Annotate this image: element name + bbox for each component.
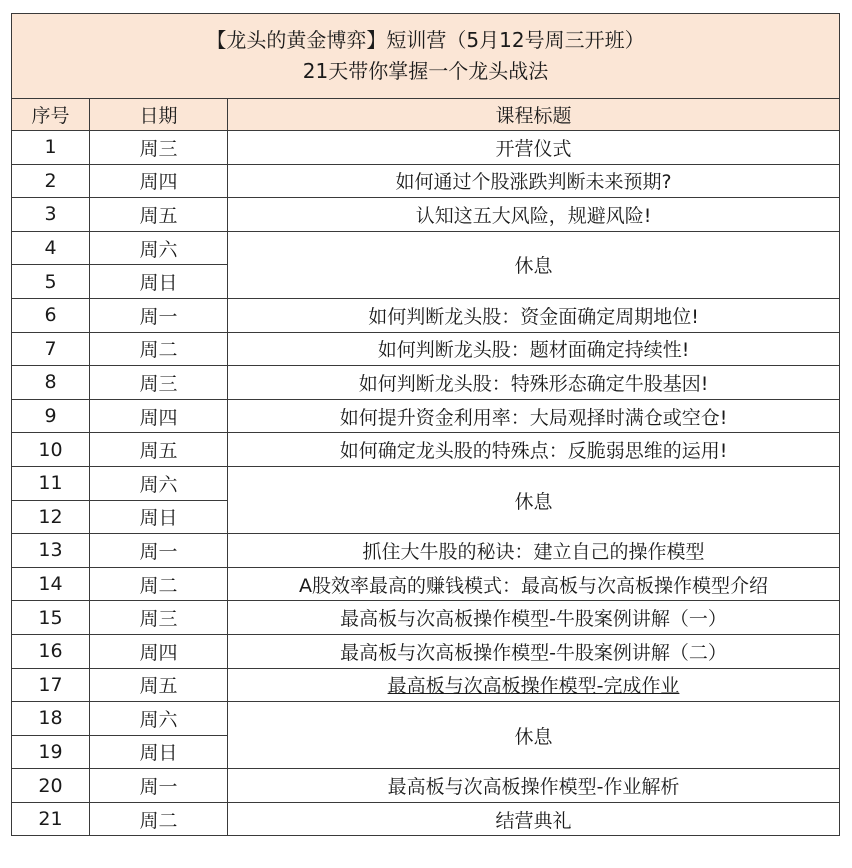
course-schedule-sheet (11, 13, 840, 836)
row-day: 周三 (90, 131, 228, 165)
row-title: 休息 (228, 702, 840, 769)
row-number: 15 (12, 601, 90, 635)
table-row (12, 534, 840, 568)
row-day: 周三 (90, 366, 228, 400)
row-title: 最高板与次高板操作模型-牛股案例讲解（二） (228, 634, 840, 668)
table-row (12, 601, 840, 635)
row-number: 6 (12, 298, 90, 332)
row-number: 10 (12, 433, 90, 467)
row-number: 11 (12, 466, 90, 500)
row-day: 周日 (90, 500, 228, 534)
table-row (12, 231, 840, 265)
row-day: 周六 (90, 466, 228, 500)
row-title: 最高板与次高板操作模型-牛股案例讲解（一） (228, 601, 840, 635)
row-day: 周日 (90, 735, 228, 769)
row-title: 抓住大牛股的秘诀：建立自己的操作模型 (228, 534, 840, 568)
table-row (12, 769, 840, 803)
row-number: 1 (12, 131, 90, 165)
row-number: 7 (12, 332, 90, 366)
table-row (12, 702, 840, 736)
row-number: 12 (12, 500, 90, 534)
row-title: 如何判断龙头股：资金面确定周期地位! (228, 298, 840, 332)
row-day: 周二 (90, 802, 228, 836)
row-day: 周五 (90, 198, 228, 232)
title-line-2: 21天带你掌握一个龙头战法 (302, 59, 549, 83)
table-row (12, 298, 840, 332)
row-title: 开营仪式 (228, 131, 840, 165)
row-number: 19 (12, 735, 90, 769)
row-day: 周一 (90, 298, 228, 332)
row-number: 3 (12, 198, 90, 232)
row-number: 20 (12, 769, 90, 803)
row-title: 如何确定龙头股的特殊点：反脆弱思维的运用! (228, 433, 840, 467)
row-number: 2 (12, 164, 90, 198)
row-title-cell (228, 668, 840, 702)
table-row (12, 198, 840, 232)
row-number: 8 (12, 366, 90, 400)
row-day: 周三 (90, 601, 228, 635)
row-day: 周六 (90, 231, 228, 265)
table-row (12, 332, 840, 366)
row-number: 4 (12, 231, 90, 265)
row-day: 周二 (90, 332, 228, 366)
row-title: 休息 (228, 466, 840, 533)
column-header-title: 课程标题 (228, 99, 840, 131)
row-day: 周四 (90, 164, 228, 198)
row-number: 13 (12, 534, 90, 568)
row-day: 周一 (90, 769, 228, 803)
row-number: 5 (12, 265, 90, 299)
row-title: 如何通过个股涨跌判断未来预期? (228, 164, 840, 198)
table-title (12, 14, 840, 99)
row-day: 周日 (90, 265, 228, 299)
row-day: 周四 (90, 634, 228, 668)
row-day: 周五 (90, 433, 228, 467)
table-row (12, 399, 840, 433)
table-row (12, 164, 840, 198)
row-title: 最高板与次高板操作模型-完成作业 (387, 675, 680, 698)
row-number: 9 (12, 399, 90, 433)
table-row (12, 131, 840, 165)
row-title: 认知这五大风险，规避风险! (228, 198, 840, 232)
row-number: 16 (12, 634, 90, 668)
row-title: 如何判断龙头股：特殊形态确定牛股基因! (228, 366, 840, 400)
table-row (12, 668, 840, 702)
course-schedule-table (11, 13, 840, 836)
column-header-number: 序号 (12, 99, 90, 131)
table-row (12, 466, 840, 500)
row-title: 休息 (228, 231, 840, 298)
table-row (12, 634, 840, 668)
row-number: 21 (12, 802, 90, 836)
row-number: 17 (12, 668, 90, 702)
row-title: 如何判断龙头股：题材面确定持续性! (228, 332, 840, 366)
row-day: 周一 (90, 534, 228, 568)
row-day: 周五 (90, 668, 228, 702)
row-number: 14 (12, 567, 90, 601)
row-day: 周二 (90, 567, 228, 601)
row-title: A股效率最高的赚钱模式：最高板与次高板操作模型介绍 (228, 567, 840, 601)
row-title: 如何提升资金利用率：大局观择时满仓或空仓! (228, 399, 840, 433)
column-header-date: 日期 (90, 99, 228, 131)
row-number: 18 (12, 702, 90, 736)
table-row (12, 567, 840, 601)
row-title: 最高板与次高板操作模型-作业解析 (228, 769, 840, 803)
table-row (12, 366, 840, 400)
table-row (12, 433, 840, 467)
row-day: 周六 (90, 702, 228, 736)
row-day: 周四 (90, 399, 228, 433)
table-row (12, 802, 840, 836)
title-row (12, 14, 840, 99)
row-title: 结营典礼 (228, 802, 840, 836)
header-row (12, 99, 840, 131)
title-line-1: 【龙头的黄金博弈】短训营（5月12号周三开班） (206, 28, 645, 52)
